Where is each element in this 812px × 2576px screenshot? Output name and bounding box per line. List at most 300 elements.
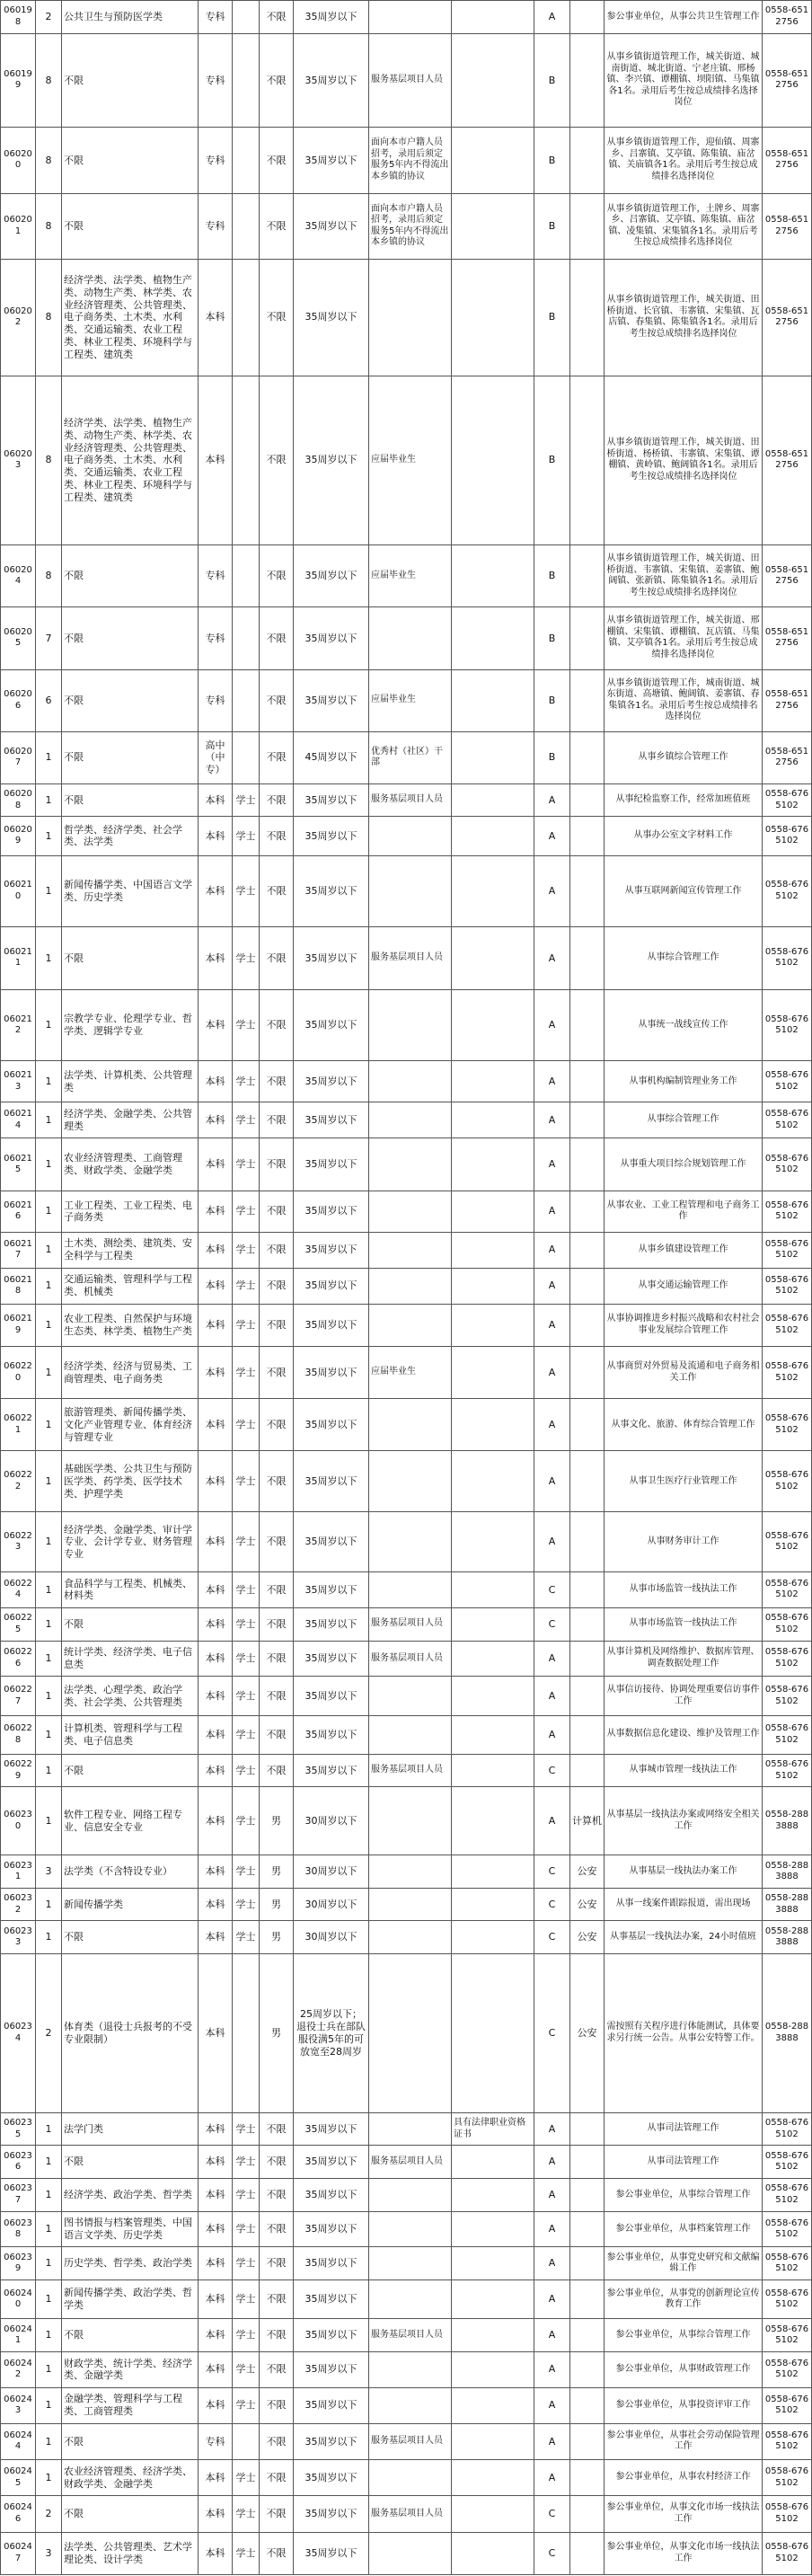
exam-cell: 计算机 <box>570 1787 605 1855</box>
age-cell: 30周岁以下 <box>294 1888 369 1921</box>
code-cell: 060231 <box>1 1855 36 1889</box>
category-cell: C <box>534 2496 570 2533</box>
code-cell: 060218 <box>1 1268 36 1304</box>
target-cell <box>369 2460 452 2496</box>
major-cell: 农业工程类、自然保护与环境生态类、林学类、植物生产类 <box>62 1304 199 1346</box>
degree-cell: 学士 <box>233 1572 260 1608</box>
age-cell: 45周岁以下 <box>294 731 369 783</box>
count-cell: 3 <box>36 2532 62 2574</box>
degree-cell <box>233 376 260 544</box>
age-cell: 35周岁以下 <box>294 1715 369 1754</box>
category-cell: A <box>534 2319 570 2352</box>
code-cell: 060230 <box>1 1787 36 1855</box>
other-cell <box>452 731 534 783</box>
code-cell: 060245 <box>1 2460 36 2496</box>
position-cell: 参公事业单位，从事综合管理工作 <box>605 2319 763 2352</box>
exam-cell <box>570 193 605 259</box>
count-cell: 1 <box>36 783 62 817</box>
code-cell: 060239 <box>1 2247 36 2280</box>
age-cell: 35周岁以下 <box>294 2496 369 2533</box>
category-cell: A <box>534 2387 570 2423</box>
education-cell: 本科 <box>199 2247 233 2280</box>
age-cell: 35周岁以下 <box>294 669 369 731</box>
major-cell: 不限 <box>62 2319 199 2352</box>
major-cell: 交通运输类、管理科学与工程类、机械类 <box>62 1268 199 1304</box>
degree-cell <box>233 2423 260 2460</box>
phone-cell: 0558-6765102 <box>763 1061 812 1102</box>
phone-cell: 0558-6765102 <box>763 2387 812 2423</box>
major-cell: 法学门类 <box>62 2112 199 2146</box>
category-cell: A <box>534 1061 570 1102</box>
gender-cell: 不限 <box>260 817 294 855</box>
count-cell: 1 <box>36 1268 62 1304</box>
position-cell: 从事交通运输管理工作 <box>605 1268 763 1304</box>
degree-cell: 学士 <box>233 1715 260 1754</box>
major-cell: 工业工程类、工业工程类、电子商务类 <box>62 1191 199 1232</box>
gender-cell: 不限 <box>260 927 294 989</box>
target-cell <box>369 1677 452 1715</box>
code-cell: 060242 <box>1 2351 36 2387</box>
major-cell: 不限 <box>62 33 199 128</box>
position-cell: 从事一线案件跟踪报道，需出现场 <box>605 1888 763 1921</box>
target-cell <box>369 1888 452 1921</box>
category-cell: A <box>534 927 570 989</box>
exam-cell <box>570 989 605 1061</box>
table-row <box>1 259 812 376</box>
major-cell: 不限 <box>62 669 199 731</box>
degree-cell <box>233 259 260 376</box>
category-cell: C <box>534 1754 570 1787</box>
age-cell: 30周岁以下 <box>294 1787 369 1855</box>
education-cell: 本科 <box>199 259 233 376</box>
table-row <box>1 1954 812 2113</box>
phone-cell: 0558-6512756 <box>763 128 812 193</box>
position-cell: 从事机构编制管理业务工作 <box>605 1061 763 1102</box>
phone-cell: 0558-2883888 <box>763 1855 812 1889</box>
degree-cell: 学士 <box>233 2146 260 2179</box>
gender-cell: 不限 <box>260 1451 294 1512</box>
exam-cell <box>570 2532 605 2574</box>
exam-cell <box>570 1572 605 1608</box>
position-cell: 从事乡镇街道管理工作，城关街道、田桥街道、杨桥镇、韦寨镇、宋集镇、谭棚镇、黄岭镇、鲍阔镇各1名。录用后考生按总成绩排名选择岗位 <box>605 376 763 544</box>
phone-cell: 0558-6765102 <box>763 817 812 855</box>
exam-cell <box>570 2146 605 2179</box>
category-cell: A <box>534 2112 570 2146</box>
position-cell: 从事乡镇街道管理工作，城南街道、城东街道、高塘镇、鲍阔镇、姜寨镇、春集镇各1名。录用后考生按总成绩排名选择岗位 <box>605 669 763 731</box>
category-cell: B <box>534 544 570 606</box>
phone-cell: 0558-6765102 <box>763 1304 812 1346</box>
other-cell <box>452 2247 534 2280</box>
age-cell: 35周岁以下 <box>294 2112 369 2146</box>
education-cell: 本科 <box>199 1232 233 1268</box>
table-row <box>1 1 812 34</box>
target-cell <box>369 1855 452 1889</box>
degree-cell: 学士 <box>233 1641 260 1677</box>
major-cell: 农业经济管理类、经济学类、财政学类、金融学类 <box>62 2460 199 2496</box>
position-cell: 从事乡镇街道管理工作，迎仙镇、周寨乡、吕寨镇、艾亭镇、陈集镇、庙岔镇、关庙镇各1名。录用后考生按总成绩排名选择岗位 <box>605 128 763 193</box>
gender-cell: 不限 <box>260 1346 294 1399</box>
code-cell: 060241 <box>1 2319 36 2352</box>
phone-cell: 0558-6512756 <box>763 731 812 783</box>
phone-cell: 0558-2883888 <box>763 1888 812 1921</box>
code-cell: 060227 <box>1 1677 36 1715</box>
degree-cell: 学士 <box>233 1677 260 1715</box>
count-cell: 1 <box>36 2351 62 2387</box>
count-cell: 1 <box>36 731 62 783</box>
degree-cell: 学士 <box>233 1304 260 1346</box>
exam-cell <box>570 2387 605 2423</box>
major-cell: 经济学类、经济与贸易类、工商管理类、电子商务类 <box>62 1346 199 1399</box>
major-cell: 不限 <box>62 1607 199 1641</box>
exam-cell <box>570 1346 605 1399</box>
degree-cell: 学士 <box>233 1754 260 1787</box>
major-cell: 软件工程专业、网络工程专业、信息安全专业 <box>62 1787 199 1855</box>
age-cell: 35周岁以下 <box>294 193 369 259</box>
target-cell: 服务基层项目人员 <box>369 33 452 128</box>
phone-cell: 0558-6512756 <box>763 259 812 376</box>
exam-cell <box>570 1102 605 1138</box>
major-cell: 不限 <box>62 193 199 259</box>
table-row <box>1 783 812 817</box>
other-cell <box>452 128 534 193</box>
table-row <box>1 1641 812 1677</box>
other-cell <box>452 1451 534 1512</box>
category-cell: A <box>534 1512 570 1572</box>
degree-cell: 学士 <box>233 1399 260 1451</box>
exam-cell <box>570 817 605 855</box>
gender-cell: 不限 <box>260 2351 294 2387</box>
category-cell: A <box>534 1787 570 1855</box>
education-cell: 本科 <box>199 1138 233 1191</box>
code-cell: 060216 <box>1 1191 36 1232</box>
phone-cell: 0558-6765102 <box>763 2532 812 2574</box>
major-cell: 新闻传播学类、政治学类、哲学类 <box>62 2280 199 2319</box>
table-row <box>1 1512 812 1572</box>
education-cell: 本科 <box>199 1787 233 1855</box>
target-cell <box>369 607 452 669</box>
category-cell: C <box>534 1954 570 2113</box>
major-cell: 经济学类、政治学类、哲学类 <box>62 2178 199 2211</box>
education-cell: 专科 <box>199 2423 233 2460</box>
education-cell: 本科 <box>199 2178 233 2211</box>
major-cell: 法学类、心理学类、政治学类、社会学类、公共管理类 <box>62 1677 199 1715</box>
code-cell: 060237 <box>1 2178 36 2211</box>
major-cell: 食品科学与工程类、机械类、材料类 <box>62 1572 199 1608</box>
other-cell <box>452 1232 534 1268</box>
education-cell: 本科 <box>199 1888 233 1921</box>
gender-cell: 不限 <box>260 1268 294 1304</box>
other-cell <box>452 2460 534 2496</box>
count-cell: 1 <box>36 2178 62 2211</box>
category-cell: A <box>534 1451 570 1512</box>
major-cell: 不限 <box>62 731 199 783</box>
education-cell: 本科 <box>199 1399 233 1451</box>
position-cell: 从事基层一线执法办案工作 <box>605 1855 763 1889</box>
gender-cell: 男 <box>260 1787 294 1855</box>
degree-cell: 学士 <box>233 2351 260 2387</box>
gender-cell: 不限 <box>260 2319 294 2352</box>
degree-cell: 学士 <box>233 1512 260 1572</box>
exam-cell <box>570 669 605 731</box>
exam-cell <box>570 1399 605 1451</box>
position-cell: 从事乡镇街道管理工作，城关街道、田桥街道、韦寨镇、宋集镇、姜寨镇、鲍阔镇、张新镇、陈集镇各1名。录用后考生按总成绩排名选择岗位 <box>605 544 763 606</box>
table-row <box>1 2178 812 2211</box>
age-cell: 35周岁以下 <box>294 1607 369 1641</box>
phone-cell: 0558-6512756 <box>763 607 812 669</box>
other-cell <box>452 1677 534 1715</box>
position-cell: 参公事业单位，从事投资评审工作 <box>605 2387 763 2423</box>
exam-cell <box>570 731 605 783</box>
education-cell: 本科 <box>199 817 233 855</box>
count-cell: 1 <box>36 1641 62 1677</box>
age-cell: 35周岁以下 <box>294 2247 369 2280</box>
code-cell: 060202 <box>1 259 36 376</box>
exam-cell <box>570 2112 605 2146</box>
count-cell: 2 <box>36 1 62 34</box>
count-cell: 8 <box>36 33 62 128</box>
target-cell: 服务基层项目人员 <box>369 1641 452 1677</box>
degree-cell <box>233 1 260 34</box>
code-cell: 060226 <box>1 1641 36 1677</box>
table-row <box>1 2280 812 2319</box>
code-cell: 060228 <box>1 1715 36 1754</box>
category-cell: B <box>534 607 570 669</box>
code-cell: 060203 <box>1 376 36 544</box>
table-row <box>1 2112 812 2146</box>
other-cell <box>452 783 534 817</box>
gender-cell: 不限 <box>260 607 294 669</box>
education-cell: 本科 <box>199 1346 233 1399</box>
count-cell: 6 <box>36 669 62 731</box>
age-cell: 35周岁以下 <box>294 1346 369 1399</box>
table-row <box>1 817 812 855</box>
category-cell: A <box>534 1399 570 1451</box>
phone-cell: 0558-6765102 <box>763 1641 812 1677</box>
target-cell <box>369 2532 452 2574</box>
code-cell: 060208 <box>1 783 36 817</box>
category-cell: A <box>534 855 570 927</box>
education-cell: 本科 <box>199 1304 233 1346</box>
category-cell: A <box>534 2460 570 2496</box>
category-cell: A <box>534 2146 570 2179</box>
degree-cell <box>233 193 260 259</box>
degree-cell: 学士 <box>233 2532 260 2574</box>
phone-cell: 0558-6765102 <box>763 2280 812 2319</box>
gender-cell: 不限 <box>260 1138 294 1191</box>
code-cell: 060199 <box>1 33 36 128</box>
other-cell <box>452 1346 534 1399</box>
exam-cell <box>570 1061 605 1102</box>
gender-cell: 不限 <box>260 2211 294 2247</box>
category-cell: A <box>534 989 570 1061</box>
age-cell: 25周岁以下；退役士兵在部队服役满5年的可放宽至28周岁 <box>294 1954 369 2113</box>
education-cell: 本科 <box>199 1451 233 1512</box>
age-cell: 35周岁以下 <box>294 2351 369 2387</box>
exam-cell <box>570 259 605 376</box>
category-cell: A <box>534 1 570 34</box>
position-cell: 从事乡镇综合管理工作 <box>605 731 763 783</box>
age-cell: 35周岁以下 <box>294 1641 369 1677</box>
degree-cell: 学士 <box>233 1191 260 1232</box>
code-cell: 060221 <box>1 1399 36 1451</box>
phone-cell: 0558-6512756 <box>763 669 812 731</box>
education-cell: 专科 <box>199 1 233 34</box>
other-cell <box>452 1572 534 1608</box>
exam-cell <box>570 2351 605 2387</box>
age-cell: 35周岁以下 <box>294 2280 369 2319</box>
target-cell: 应届毕业生 <box>369 544 452 606</box>
age-cell: 30周岁以下 <box>294 1855 369 1889</box>
table-row <box>1 2319 812 2352</box>
position-cell: 从事卫生医疗行业管理工作 <box>605 1451 763 1512</box>
phone-cell: 0558-6765102 <box>763 1191 812 1232</box>
other-cell <box>452 1641 534 1677</box>
age-cell: 35周岁以下 <box>294 1304 369 1346</box>
position-cell: 从事互联网新闻宣传管理工作 <box>605 855 763 927</box>
degree-cell: 学士 <box>233 1451 260 1512</box>
code-cell: 060224 <box>1 1572 36 1608</box>
age-cell: 35周岁以下 <box>294 783 369 817</box>
education-cell: 专科 <box>199 128 233 193</box>
table-row <box>1 1677 812 1715</box>
age-cell: 35周岁以下 <box>294 1191 369 1232</box>
gender-cell: 男 <box>260 1921 294 1954</box>
position-cell: 从事文化、旅游、体育综合管理工作 <box>605 1399 763 1451</box>
education-cell: 专科 <box>199 607 233 669</box>
category-cell: A <box>534 2351 570 2387</box>
table-row <box>1 1346 812 1399</box>
position-cell: 从事城市管理一线执法工作 <box>605 1754 763 1787</box>
position-cell: 参公事业单位，从事党史研究和文献编辑工作 <box>605 2247 763 2280</box>
degree-cell: 学士 <box>233 1232 260 1268</box>
degree-cell: 学士 <box>233 2280 260 2319</box>
target-cell: 面向本市户籍人员招考，录用后须定服务5年内不得流出本乡镇的协议 <box>369 193 452 259</box>
target-cell <box>369 1304 452 1346</box>
other-cell <box>452 669 534 731</box>
gender-cell: 不限 <box>260 2247 294 2280</box>
count-cell: 3 <box>36 1855 62 1889</box>
count-cell: 1 <box>36 1512 62 1572</box>
education-cell: 本科 <box>199 2319 233 2352</box>
phone-cell: 0558-6765102 <box>763 1677 812 1715</box>
other-cell <box>452 544 534 606</box>
education-cell: 本科 <box>199 2496 233 2533</box>
count-cell: 1 <box>36 1572 62 1608</box>
major-cell: 统计学类、经济学类、电子信息类 <box>62 1641 199 1677</box>
age-cell: 35周岁以下 <box>294 927 369 989</box>
degree-cell: 学士 <box>233 855 260 927</box>
phone-cell: 0558-6765102 <box>763 1102 812 1138</box>
degree-cell: 学士 <box>233 2460 260 2496</box>
exam-cell <box>570 1451 605 1512</box>
other-cell <box>452 927 534 989</box>
major-cell: 图书情报与档案管理类、中国语言文学类、历史学类 <box>62 2211 199 2247</box>
table-row <box>1 855 812 927</box>
code-cell: 060235 <box>1 2112 36 2146</box>
degree-cell: 学士 <box>233 1061 260 1102</box>
age-cell: 35周岁以下 <box>294 1232 369 1268</box>
exam-cell <box>570 1268 605 1304</box>
position-cell: 参公事业单位，从事综合管理工作 <box>605 2178 763 2211</box>
target-cell: 面向本市户籍人员招考，录用后须定服务5年内不得流出本乡镇的协议 <box>369 128 452 193</box>
other-cell <box>452 1061 534 1102</box>
category-cell: B <box>534 259 570 376</box>
category-cell: C <box>534 1855 570 1889</box>
gender-cell: 不限 <box>260 1 294 34</box>
degree-cell: 学士 <box>233 2178 260 2211</box>
table-row <box>1 1102 812 1138</box>
education-cell: 高中（中专） <box>199 731 233 783</box>
phone-cell: 0558-6765102 <box>763 1268 812 1304</box>
degree-cell: 学士 <box>233 2112 260 2146</box>
other-cell <box>452 817 534 855</box>
exam-cell <box>570 1607 605 1641</box>
major-cell: 不限 <box>62 128 199 193</box>
degree-cell: 学士 <box>233 1855 260 1889</box>
phone-cell: 0558-6765102 <box>763 1346 812 1399</box>
other-cell <box>452 1754 534 1787</box>
major-cell: 不限 <box>62 927 199 989</box>
phone-cell: 0558-6765102 <box>763 2211 812 2247</box>
other-cell <box>452 2351 534 2387</box>
category-cell: A <box>534 2280 570 2319</box>
position-cell: 从事市场监管一线执法工作 <box>605 1572 763 1608</box>
age-cell: 35周岁以下 <box>294 1512 369 1572</box>
target-cell: 应届毕业生 <box>369 376 452 544</box>
count-cell: 1 <box>36 1787 62 1855</box>
count-cell: 1 <box>36 1451 62 1512</box>
exam-cell <box>570 607 605 669</box>
major-cell: 不限 <box>62 1754 199 1787</box>
code-cell: 060201 <box>1 193 36 259</box>
target-cell <box>369 2211 452 2247</box>
major-cell: 新闻传播学类 <box>62 1888 199 1921</box>
age-cell: 35周岁以下 <box>294 1451 369 1512</box>
gender-cell: 不限 <box>260 193 294 259</box>
gender-cell: 不限 <box>260 1641 294 1677</box>
exam-cell <box>570 33 605 128</box>
gender-cell: 不限 <box>260 1572 294 1608</box>
education-cell: 本科 <box>199 1754 233 1787</box>
code-cell: 060206 <box>1 669 36 731</box>
exam-cell <box>570 2460 605 2496</box>
code-cell: 060244 <box>1 2423 36 2460</box>
other-cell <box>452 1399 534 1451</box>
category-cell: A <box>534 1304 570 1346</box>
count-cell: 1 <box>36 817 62 855</box>
count-cell: 1 <box>36 2460 62 2496</box>
category-cell: C <box>534 1921 570 1954</box>
category-cell: B <box>534 669 570 731</box>
category-cell: A <box>534 1268 570 1304</box>
gender-cell: 不限 <box>260 783 294 817</box>
code-cell: 060247 <box>1 2532 36 2574</box>
major-cell: 土木类、测绘类、建筑类、安全科学与工程类 <box>62 1232 199 1268</box>
gender-cell: 不限 <box>260 2496 294 2533</box>
exam-cell <box>570 1191 605 1232</box>
age-cell: 35周岁以下 <box>294 2178 369 2211</box>
other-cell: 具有法律职业资格证书 <box>452 2112 534 2146</box>
count-cell: 1 <box>36 1191 62 1232</box>
count-cell: 1 <box>36 1102 62 1138</box>
target-cell <box>369 2178 452 2211</box>
degree-cell: 学士 <box>233 817 260 855</box>
education-cell: 本科 <box>199 1641 233 1677</box>
age-cell: 35周岁以下 <box>294 2423 369 2460</box>
count-cell: 1 <box>36 989 62 1061</box>
count-cell: 1 <box>36 2112 62 2146</box>
major-cell: 基础医学类、公共卫生与预防医学类、药学类、医学技术类、护理学类 <box>62 1451 199 1512</box>
